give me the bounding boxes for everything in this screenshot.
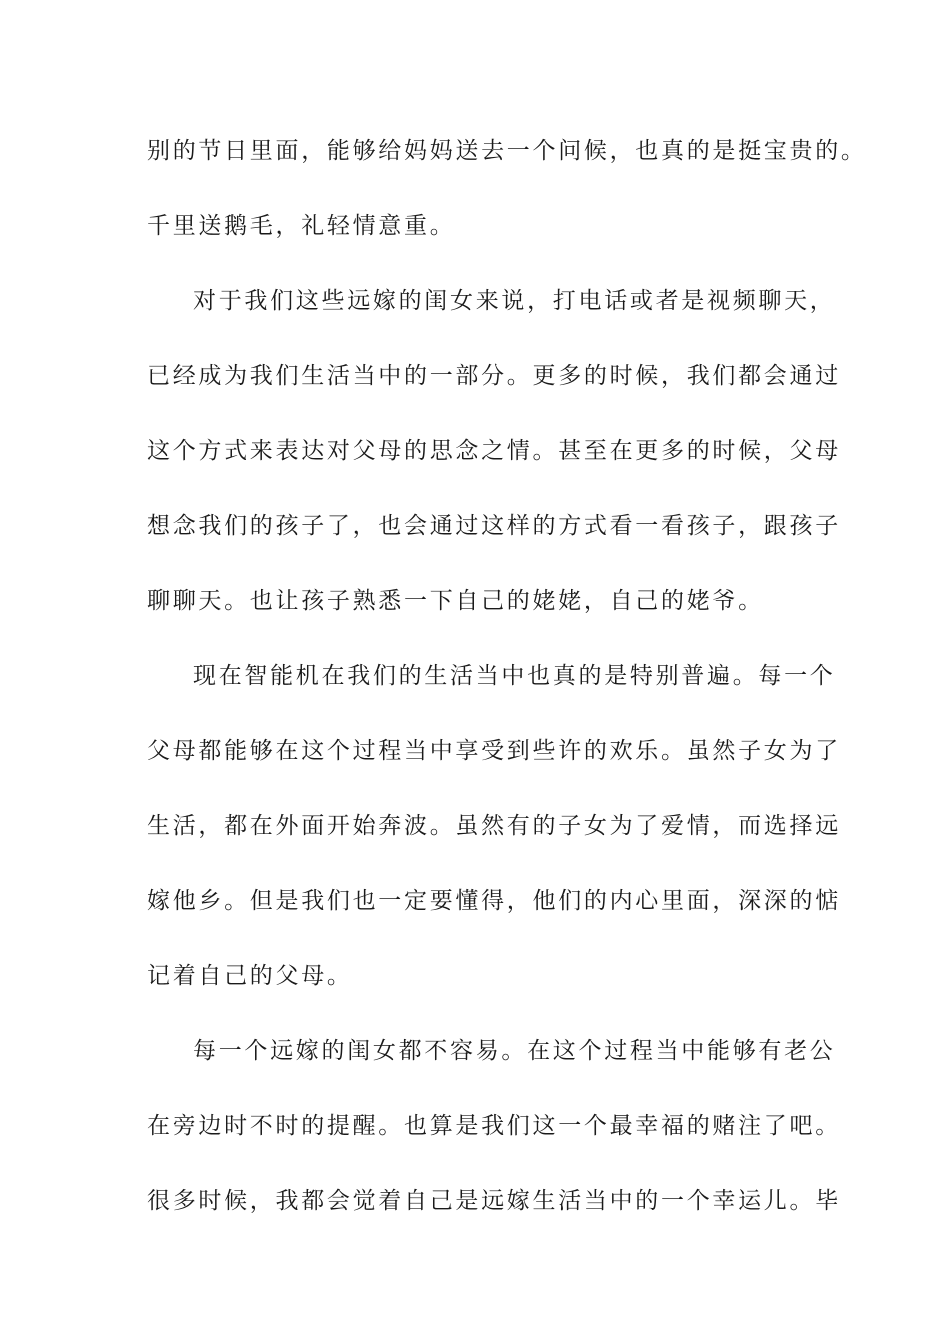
text-line: 在旁边时不时的提醒。也算是我们这一个最幸福的赌注了吧。 (147, 1113, 841, 1139)
text-line: 别的节日里面，能够给妈妈送去一个问候，也真的是挺宝贵的。 (147, 138, 867, 164)
text-line: 记着自己的父母。 (147, 963, 353, 989)
text-line: 想念我们的孩子了，也会通过这样的方式看一看孩子，跟孩子 (147, 513, 841, 539)
paragraph-first-line: 对于我们这些远嫁的闺女来说，打电话或者是视频聊天， (193, 288, 836, 314)
text-line: 生活，都在外面开始奔波。虽然有的子女为了爱情，而选择远 (147, 813, 841, 839)
text-line: 很多时候，我都会觉着自己是远嫁生活当中的一个幸运儿。毕 (147, 1188, 841, 1214)
paragraph-first-line: 每一个远嫁的闺女都不容易。在这个过程当中能够有老公 (193, 1038, 836, 1064)
text-line: 已经成为我们生活当中的一部分。更多的时候，我们都会通过 (147, 363, 841, 389)
paragraph-first-line: 现在智能机在我们的生活当中也真的是特别普遍。每一个 (193, 663, 836, 689)
text-line: 父母都能够在这个过程当中享受到些许的欢乐。虽然子女为了 (147, 738, 841, 764)
text-line: 千里送鹅毛，礼轻情意重。 (147, 213, 456, 239)
text-line: 这个方式来表达对父母的思念之情。甚至在更多的时候，父母 (147, 438, 841, 464)
text-line: 聊聊天。也让孩子熟悉一下自己的姥姥，自己的姥爷。 (147, 588, 764, 614)
text-line: 嫁他乡。但是我们也一定要懂得，他们的内心里面，深深的惦 (147, 888, 841, 914)
